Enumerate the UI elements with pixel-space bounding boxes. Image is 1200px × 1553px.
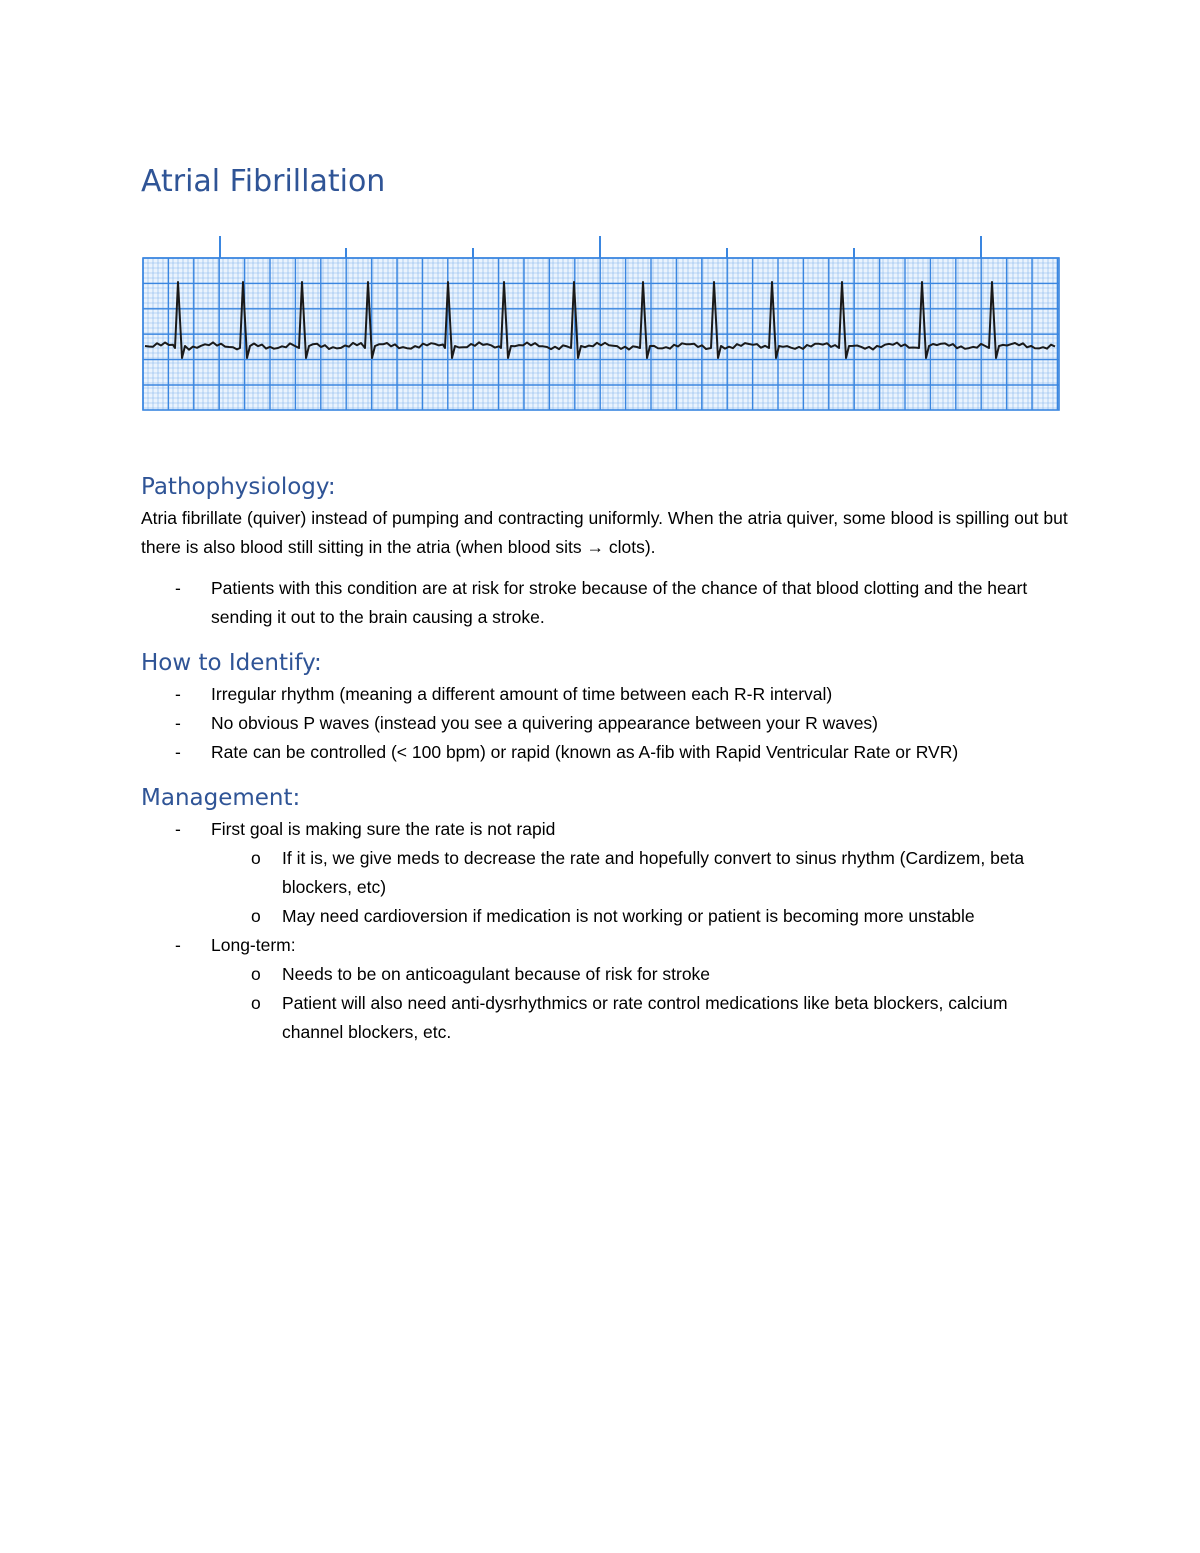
list-item-text: Patients with this condition are at risk for stroke because of the chance of that blood clotting and the heart sending it out to the brain causing a stroke. (211, 578, 1028, 627)
list-item-text: No obvious P waves (instead you see a quivering appearance between your R waves) (211, 713, 879, 733)
list-item (141, 574, 1071, 632)
list-item (141, 709, 1071, 738)
management-list (141, 815, 1071, 1047)
sub-list-item (141, 960, 1071, 989)
dash-bullet: - (175, 713, 181, 733)
sub-list (211, 844, 1071, 931)
circle-bullet: o (251, 993, 261, 1013)
pathophysiology-list (141, 574, 1071, 632)
dash-bullet: - (175, 935, 181, 955)
circle-bullet: o (251, 964, 261, 984)
document-body (141, 470, 1071, 1047)
list-item (141, 815, 1071, 931)
identify-heading: How to Identify: (141, 650, 322, 676)
sub-list-item (141, 844, 1071, 902)
sub-list-item-text: If it is, we give meds to decrease the rate and hopefully convert to sinus rhythm (Cardizem, beta blockers, etc) (282, 848, 1025, 897)
dash-bullet: - (175, 819, 181, 839)
page-title: Atrial Fibrillation (141, 164, 386, 199)
dash-bullet: - (175, 684, 181, 704)
dash-bullet: - (175, 578, 181, 598)
list-item-text: Long-term: (211, 935, 296, 955)
list-item-text: Irregular rhythm (meaning a different amount of time between each R-R interval) (211, 684, 833, 704)
sub-list-item-text: Needs to be on anticoagulant because of risk for stroke (282, 964, 711, 984)
pathophysiology-paragraph: Atria fibrillate (quiver) instead of pumping and contracting uniformly. When the atria quiver, some blood is spilling out but there is also blood still sitting in the atria (when blood sits → clots). (141, 508, 1068, 557)
list-item (141, 680, 1071, 709)
list-item-text: First goal is making sure the rate is not rapid (211, 819, 556, 839)
sub-list-item (141, 902, 1071, 931)
list-item (141, 931, 1071, 1047)
pathophysiology-heading: Pathophysiology: (141, 474, 336, 500)
sub-list (211, 960, 1071, 1047)
sub-list-item-text: Patient will also need anti-dysrhythmics or rate control medications like beta blockers, calcium channel blockers, etc. (282, 993, 1008, 1042)
sub-list-item-text: May need cardioversion if medication is not working or patient is becoming more unstable (282, 906, 975, 926)
ecg-strip-graphic (140, 234, 1062, 414)
circle-bullet: o (251, 848, 261, 868)
list-item (141, 738, 1071, 767)
ecg-strip (140, 234, 1062, 414)
management-heading: Management: (141, 785, 301, 811)
sub-list-item (141, 989, 1071, 1047)
identify-list (141, 680, 1071, 767)
circle-bullet: o (251, 906, 261, 926)
dash-bullet: - (175, 742, 181, 762)
list-item-text: Rate can be controlled (< 100 bpm) or rapid (known as A-fib with Rapid Ventricular Rate or RVR) (211, 742, 959, 762)
